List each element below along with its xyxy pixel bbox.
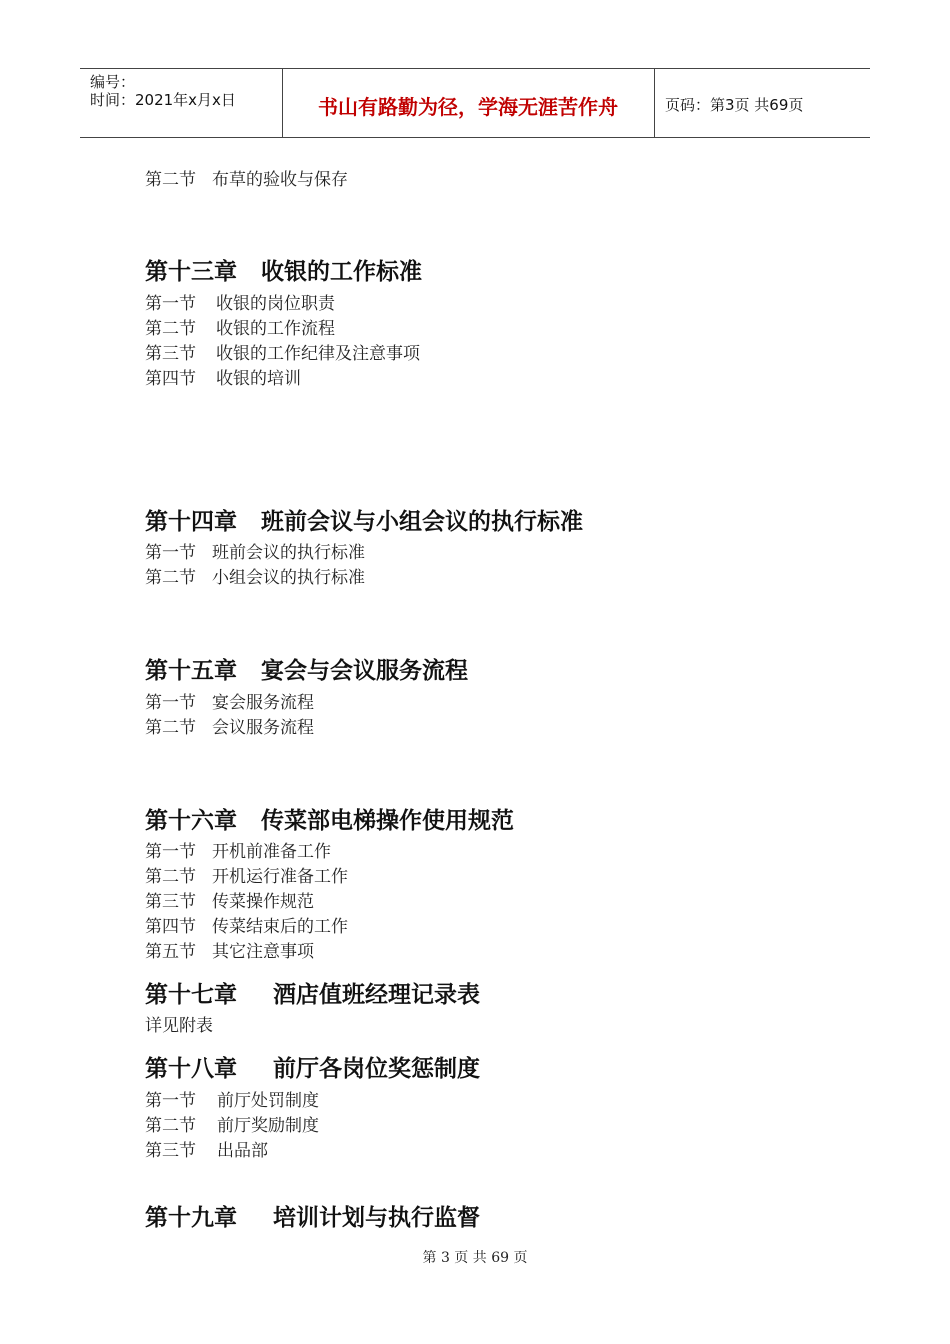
section-line: 第一节 宴会服务流程: [145, 693, 314, 713]
page-info: 页码：第3页 共69页: [665, 96, 804, 114]
section-line: 第三节 出品部: [145, 1141, 268, 1161]
section-line: 第三节 收银的工作纪律及注意事项: [145, 344, 420, 364]
document-header: [80, 68, 870, 138]
chapter-number: 第十九章: [145, 1205, 237, 1231]
chapter-number: 第十三章: [145, 259, 237, 285]
chapter-number: 第十七章: [145, 982, 237, 1008]
chapter-title: 宴会与会议服务流程: [261, 658, 468, 684]
chapter-heading: [145, 1199, 480, 1232]
chapter-heading: [145, 1050, 480, 1083]
chapter-heading: [145, 253, 422, 286]
section-line: 第一节 收银的岗位职责: [145, 294, 335, 314]
page-footer: 第 3 页 共 69 页: [422, 1250, 528, 1266]
chapter-number: 第十六章: [145, 808, 237, 834]
chapter-number: 第十五章: [145, 658, 237, 684]
section-line: [145, 169, 348, 191]
chapter-heading: [145, 976, 480, 1009]
header-page-cell: [655, 69, 870, 137]
section-line: 第二节 会议服务流程: [145, 718, 314, 738]
section-line: 第二节 前厅奖励制度: [145, 1116, 319, 1136]
chapter-heading: [145, 503, 583, 536]
chapter-heading: [145, 802, 514, 835]
time-label: 时间：2021年x月x日: [90, 91, 236, 109]
section-line: 第五节 其它注意事项: [145, 942, 314, 962]
section-number: 第二节: [145, 170, 196, 190]
section-line: 第一节 班前会议的执行标准: [145, 543, 365, 563]
section-line: 第二节 收银的工作流程: [145, 319, 335, 339]
header-motto-cell: [282, 69, 655, 137]
chapter-title: 传菜部电梯操作使用规范: [261, 808, 514, 834]
section-line: 第四节 收银的培训: [145, 369, 301, 389]
section-line: 第二节 小组会议的执行标准: [145, 568, 365, 588]
chapter-heading: [145, 652, 468, 685]
chapter-title: 前厅各岗位奖惩制度: [273, 1056, 480, 1082]
chapter-title: 班前会议与小组会议的执行标准: [261, 509, 583, 535]
code-label: 编号：: [90, 73, 136, 91]
section-line: 第一节 前厅处罚制度: [145, 1091, 319, 1111]
chapter-number: 第十四章: [145, 509, 237, 535]
chapter-number: 第十八章: [145, 1056, 237, 1082]
section-line: 第一节 开机前准备工作: [145, 842, 331, 862]
section-line: 第三节 传菜操作规范: [145, 892, 314, 912]
chapter-title: 培训计划与执行监督: [273, 1205, 480, 1231]
chapter-title: 收银的工作标准: [261, 259, 422, 285]
chapter-note: 详见附表: [145, 1016, 213, 1036]
section-title: 布草的验收与保存: [212, 170, 348, 190]
header-meta-cell: [80, 69, 283, 137]
section-line: 第四节 传菜结束后的工作: [145, 917, 348, 937]
motto-text: 书山有路勤为径，学海无涯苦作舟: [318, 95, 618, 119]
chapter-title: 酒店值班经理记录表: [273, 982, 480, 1008]
section-line: 第二节 开机运行准备工作: [145, 867, 348, 887]
